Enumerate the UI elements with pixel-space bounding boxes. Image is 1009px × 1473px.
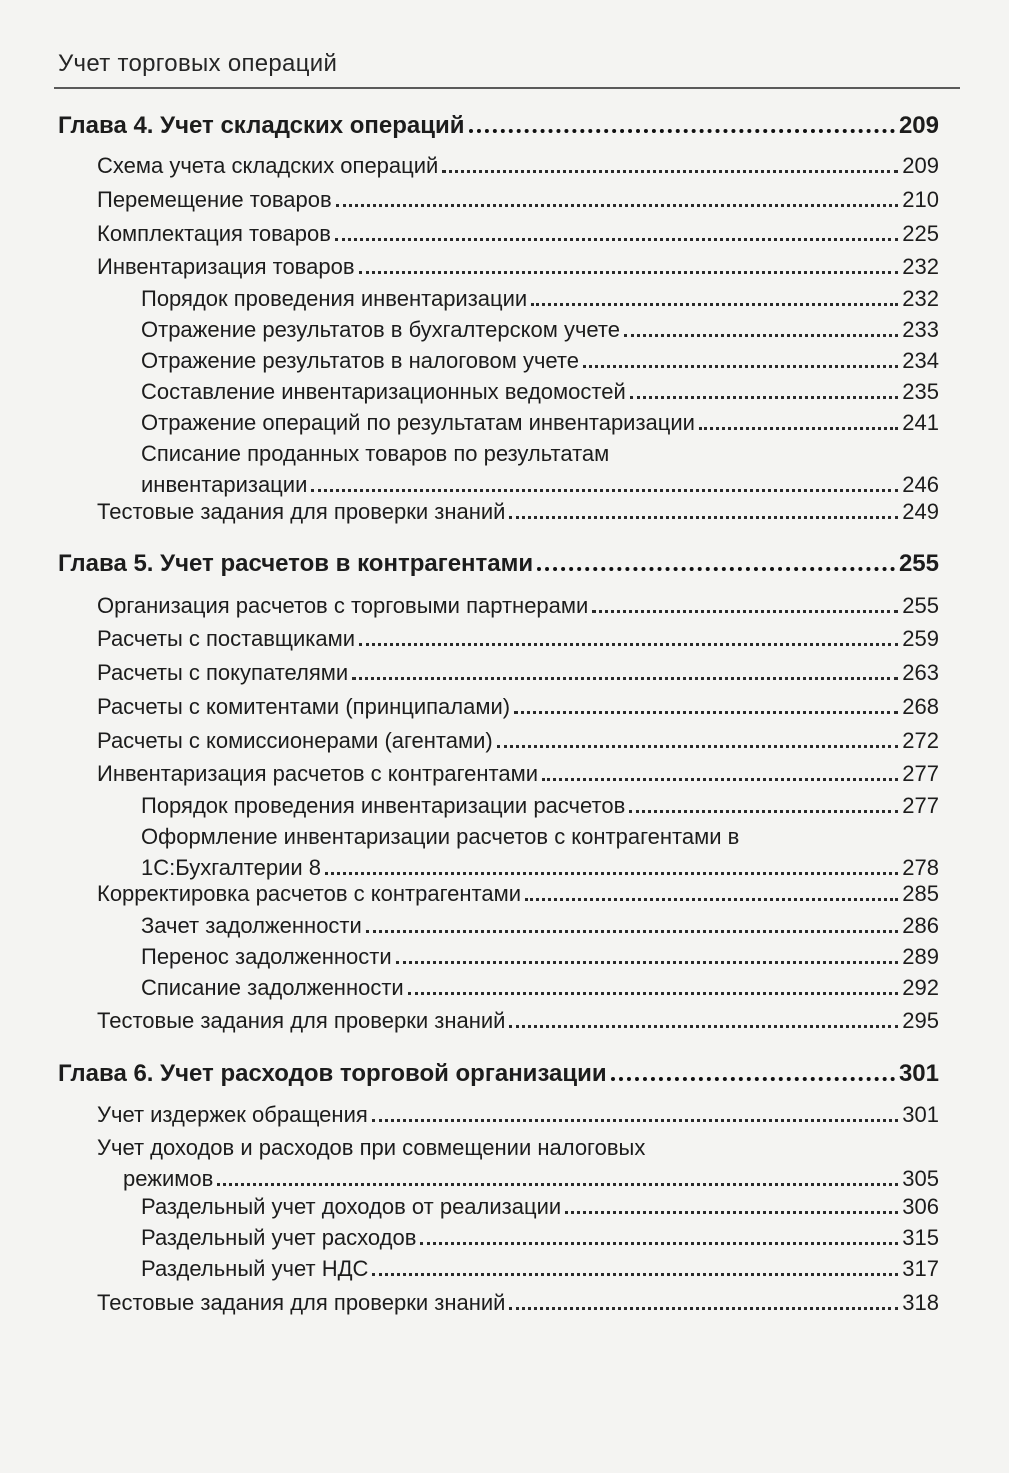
toc-subentry[interactable]: Составление инвентаризационных ведомостей 235 (141, 379, 939, 404)
toc-subentry[interactable]: Отражение результатов в налоговом учете 234 (141, 348, 939, 373)
toc-subentry[interactable]: Порядок проведения инвентаризации расчетов 277 (141, 793, 939, 818)
toc-subentry[interactable]: Перенос задолженности 289 (141, 944, 939, 969)
toc-subentry[interactable]: Раздельный учет расходов 315 (141, 1225, 939, 1250)
toc-entry[interactable]: Расчеты с покупателями 263 (97, 660, 939, 685)
toc-subentry[interactable]: Списание задолженности 292 (141, 975, 939, 1000)
page-number: 209 (898, 112, 939, 139)
toc-entry[interactable]: Расчеты с комиссионерами (агентами) 272 (97, 728, 939, 753)
toc-entry[interactable]: Тестовые задания для проверки знаний 295 (97, 1008, 939, 1033)
toc-subentry[interactable]: Раздельный учет НДС 317 (141, 1256, 939, 1281)
chapter-6-heading[interactable]: Глава 6. Учет расходов торговой организации 301 (58, 1060, 939, 1087)
toc-subentry[interactable]: Отражение операций по результатам инвентаризации 241 (141, 410, 939, 435)
toc-entry[interactable]: Тестовые задания для проверки знаний 249 (97, 499, 939, 524)
toc-entry[interactable]: Корректировка расчетов с контрагентами 285 (97, 881, 939, 906)
toc-entry[interactable]: Схема учета складских операций 209 (97, 153, 939, 178)
toc-entry[interactable]: Организация расчетов с торговыми партнерами 255 (97, 593, 939, 618)
chapter-5-heading[interactable]: Глава 5. Учет расчетов в контрагентами 255 (58, 550, 939, 577)
chapter-4-heading[interactable]: Глава 4. Учет складских операций 209 (58, 112, 939, 139)
toc-subentry-wrapped[interactable]: Оформление инвентаризации расчетов с контрагентами в 1С:Бухгалтерии 8 278 (141, 824, 939, 880)
toc-entry[interactable]: Тестовые задания для проверки знаний 318 (97, 1290, 939, 1315)
toc-entry-wrapped[interactable]: Учет доходов и расходов при совмещении налоговых режимов 305 (97, 1135, 939, 1191)
toc-subentry[interactable]: Отражение результатов в бухгалтерском учете 233 (141, 317, 939, 342)
toc-subentry[interactable]: Порядок проведения инвентаризации 232 (141, 286, 939, 311)
header-rule (54, 87, 960, 89)
toc-subentry[interactable]: Зачет задолженности 286 (141, 913, 939, 938)
toc-entry[interactable]: Перемещение товаров 210 (97, 187, 939, 212)
page-number: 255 (898, 550, 939, 577)
toc-entry[interactable]: Инвентаризация расчетов с контрагентами 277 (97, 761, 939, 786)
toc-entry[interactable]: Инвентаризация товаров 232 (97, 254, 939, 279)
page-number: 301 (898, 1060, 939, 1087)
toc-entry[interactable]: Расчеты с поставщиками 259 (97, 626, 939, 651)
toc-entry[interactable]: Учет издержек обращения 301 (97, 1102, 939, 1127)
toc-subentry-wrapped[interactable]: Списание проданных товаров по результатам инвентаризации 246 (141, 441, 939, 497)
toc-subentry[interactable]: Раздельный учет доходов от реализации 306 (141, 1194, 939, 1219)
running-head: Учет торговых операций (58, 50, 338, 77)
toc-entry[interactable]: Расчеты с комитентами (принципалами) 268 (97, 694, 939, 719)
toc-entry[interactable]: Комплектация товаров 225 (97, 221, 939, 246)
